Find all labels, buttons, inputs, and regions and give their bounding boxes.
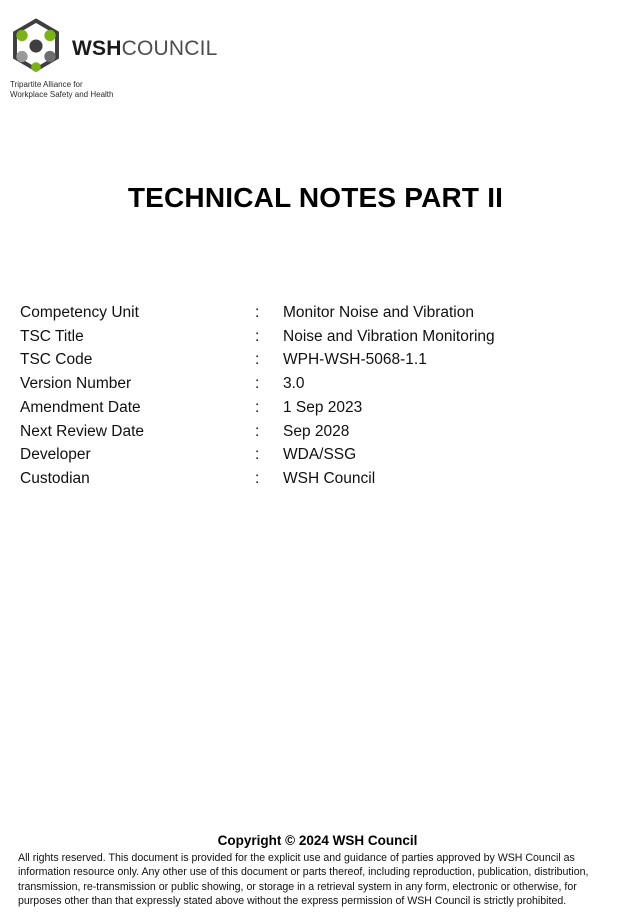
logo-wordmark-bold: WSH [72, 36, 122, 60]
metadata-label: TSC Code [20, 351, 93, 369]
table-row [20, 305, 580, 329]
page-footer [18, 833, 617, 908]
logo-wordmark [72, 34, 218, 59]
metadata-value: WDA/SSG [283, 446, 357, 464]
logo-tagline-line-1: Tripartite Alliance for [10, 80, 83, 89]
logo-tagline-line-2: Workplace Safety and Health [10, 90, 114, 99]
document-metadata-table [20, 305, 580, 495]
metadata-separator: : [255, 304, 260, 321]
metadata-separator: : [255, 422, 260, 440]
metadata-separator: : [255, 351, 260, 369]
metadata-value: 3.0 [283, 375, 305, 393]
logo-row [8, 18, 328, 74]
metadata-separator: : [255, 327, 260, 345]
metadata-value: WSH Council [283, 470, 376, 488]
metadata-label: Developer [20, 446, 91, 464]
metadata-value: Monitor Noise and Vibration [283, 304, 474, 321]
copyright-notice: Copyright © 2024 WSH Council [217, 833, 418, 849]
metadata-value: WPH-WSH-5068-1.1 [283, 351, 427, 369]
metadata-label: Version Number [20, 375, 132, 393]
table-row [20, 400, 580, 424]
logo-wordmark-light: COUNCIL [121, 36, 218, 60]
table-row [20, 352, 580, 376]
table-row [20, 447, 580, 471]
table-row [20, 329, 580, 353]
table-row [20, 471, 580, 495]
page-title: TECHNICAL NOTES PART II [127, 182, 504, 213]
table-row [20, 424, 580, 448]
metadata-label: Custodian [20, 470, 90, 488]
metadata-label: Next Review Date [20, 422, 145, 440]
wsh-hexagon-icon [8, 18, 64, 74]
wsh-council-logo [8, 18, 328, 100]
metadata-separator: : [255, 398, 260, 416]
metadata-value: Sep 2028 [283, 422, 350, 440]
metadata-label: TSC Title [20, 327, 84, 345]
logo-tagline [10, 80, 328, 100]
metadata-label: Competency Unit [20, 304, 139, 321]
metadata-separator: : [255, 470, 260, 488]
metadata-separator: : [255, 446, 260, 464]
table-row [20, 376, 580, 400]
metadata-label: Amendment Date [20, 398, 141, 416]
metadata-value: Noise and Vibration Monitoring [283, 327, 495, 345]
metadata-rows [20, 305, 580, 495]
metadata-value: 1 Sep 2023 [283, 398, 363, 416]
rights-reserved-text: All rights reserved. This document is provided for the explicit use and guidance of parties approved by WSH Council as information resource only. Any other use of this document or parts thereof, including reproduction, publication, distribution, transmission, re-transmission or public showing, or storage in a retrieval system in any form, electronic or otherwise, for purposes other than that expressly stated above without the express permission of WSH Council is strictly prohibited. [18, 852, 589, 907]
metadata-separator: : [255, 375, 260, 393]
